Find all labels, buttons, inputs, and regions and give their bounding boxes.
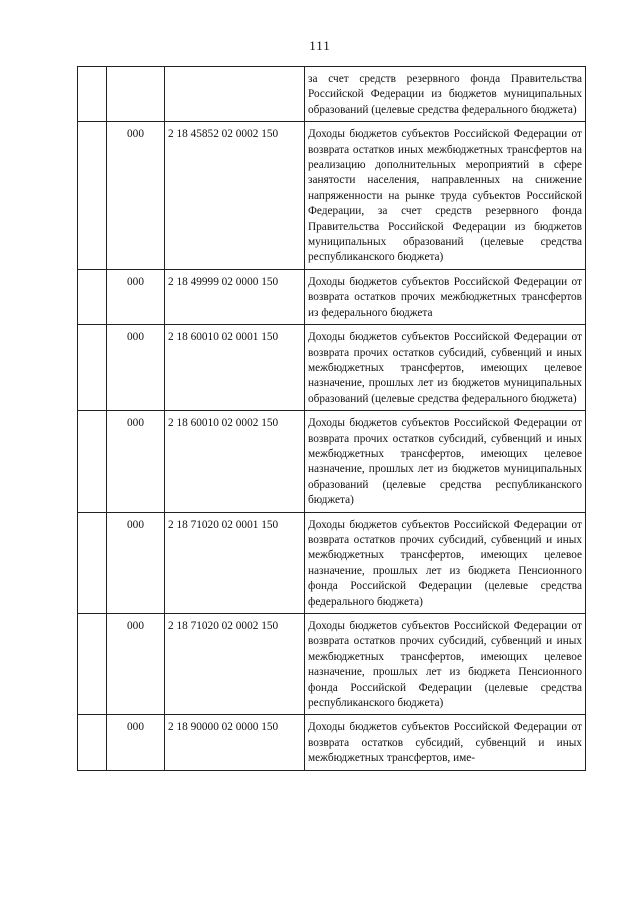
table-row <box>78 411 586 512</box>
description-cell: Доходы бюджетов субъектов Российской Федерации от возврата остатков иных межбюджетных трансфертов на реализацию дополнительных мероприятий в сфере занятости населения, направленных на снижение напряженности на рынке труда субъектов Российской Федерации, за счет средств резервного фонда Правительства Российской Федерации из бюджетов муниципальных образований (целевые средства республиканского бюджета) <box>305 122 586 270</box>
description-cell: Доходы бюджетов субъектов Российской Федерации от возврата прочих остатков субсидий, субвенций и иных межбюджетных трансфертов, имеющих целевое назначение, прошлых лет из бюджетов муниципальных образований (целевые средства федерального бюджета) <box>305 325 586 411</box>
description-cell: Доходы бюджетов субъектов Российской Федерации от возврата остатков прочих межбюджетных трансфертов из федерального бюджета <box>305 269 586 324</box>
description-cell: Доходы бюджетов субъектов Российской Федерации от возврата остатков прочих субсидий, субвенций и иных межбюджетных трансфертов, имеющих целевое назначение, прошлых лет из бюджета Пенсионного фонда Российской Федерации (целевые средства республиканского бюджета) <box>305 614 586 715</box>
budget-code-cell: 2 18 71020 02 0002 150 <box>165 614 305 715</box>
admin-code-cell: 000 <box>107 325 165 411</box>
budget-code-cell: 2 18 45852 02 0002 150 <box>165 122 305 270</box>
budget-code-cell: 2 18 49999 02 0000 150 <box>165 269 305 324</box>
table-row <box>78 67 586 122</box>
description-cell: за счет средств резервного фонда Правительства Российской Федерации из бюджетов муниципальных образований (целевые средства федерального бюджета) <box>305 67 586 122</box>
empty-cell <box>78 715 107 770</box>
budget-code-cell: 2 18 90000 02 0000 150 <box>165 715 305 770</box>
admin-code-cell: 000 <box>107 122 165 270</box>
description-cell: Доходы бюджетов субъектов Российской Федерации от возврата остатков субсидий, субвенций и иных межбюджетных трансфертов, име- <box>305 715 586 770</box>
table-row <box>78 715 586 770</box>
budget-code-cell: 2 18 71020 02 0001 150 <box>165 512 305 613</box>
empty-cell <box>78 67 107 122</box>
empty-cell <box>78 122 107 270</box>
empty-cell <box>78 269 107 324</box>
empty-cell <box>78 411 107 512</box>
description-cell: Доходы бюджетов субъектов Российской Федерации от возврата прочих остатков субсидий, субвенций и иных межбюджетных трансфертов, имеющих целевое назначение, прошлых лет из бюджетов муниципальных образований (целевые средства республиканского бюджета) <box>305 411 586 512</box>
page-number: 111 <box>309 38 331 53</box>
budget-code-cell <box>165 67 305 122</box>
budget-code-cell: 2 18 60010 02 0002 150 <box>165 411 305 512</box>
budget-code-cell: 2 18 60010 02 0001 150 <box>165 325 305 411</box>
admin-code-cell: 000 <box>107 614 165 715</box>
table-row <box>78 512 586 613</box>
table-row <box>78 614 586 715</box>
budget-classification-table <box>77 66 586 771</box>
admin-code-cell: 000 <box>107 512 165 613</box>
table-row <box>78 122 586 270</box>
empty-cell <box>78 325 107 411</box>
table-row <box>78 325 586 411</box>
empty-cell <box>78 512 107 613</box>
admin-code-cell: 000 <box>107 411 165 512</box>
empty-cell <box>78 614 107 715</box>
admin-code-cell: 000 <box>107 715 165 770</box>
table-row <box>78 269 586 324</box>
description-cell: Доходы бюджетов субъектов Российской Федерации от возврата остатков прочих субсидий, субвенций и иных межбюджетных трансфертов, имеющих целевое назначение, прошлых лет из бюджета Пенсионного фонда Российской Федерации (целевые средства федерального бюджета) <box>305 512 586 613</box>
admin-code-cell <box>107 67 165 122</box>
admin-code-cell: 000 <box>107 269 165 324</box>
